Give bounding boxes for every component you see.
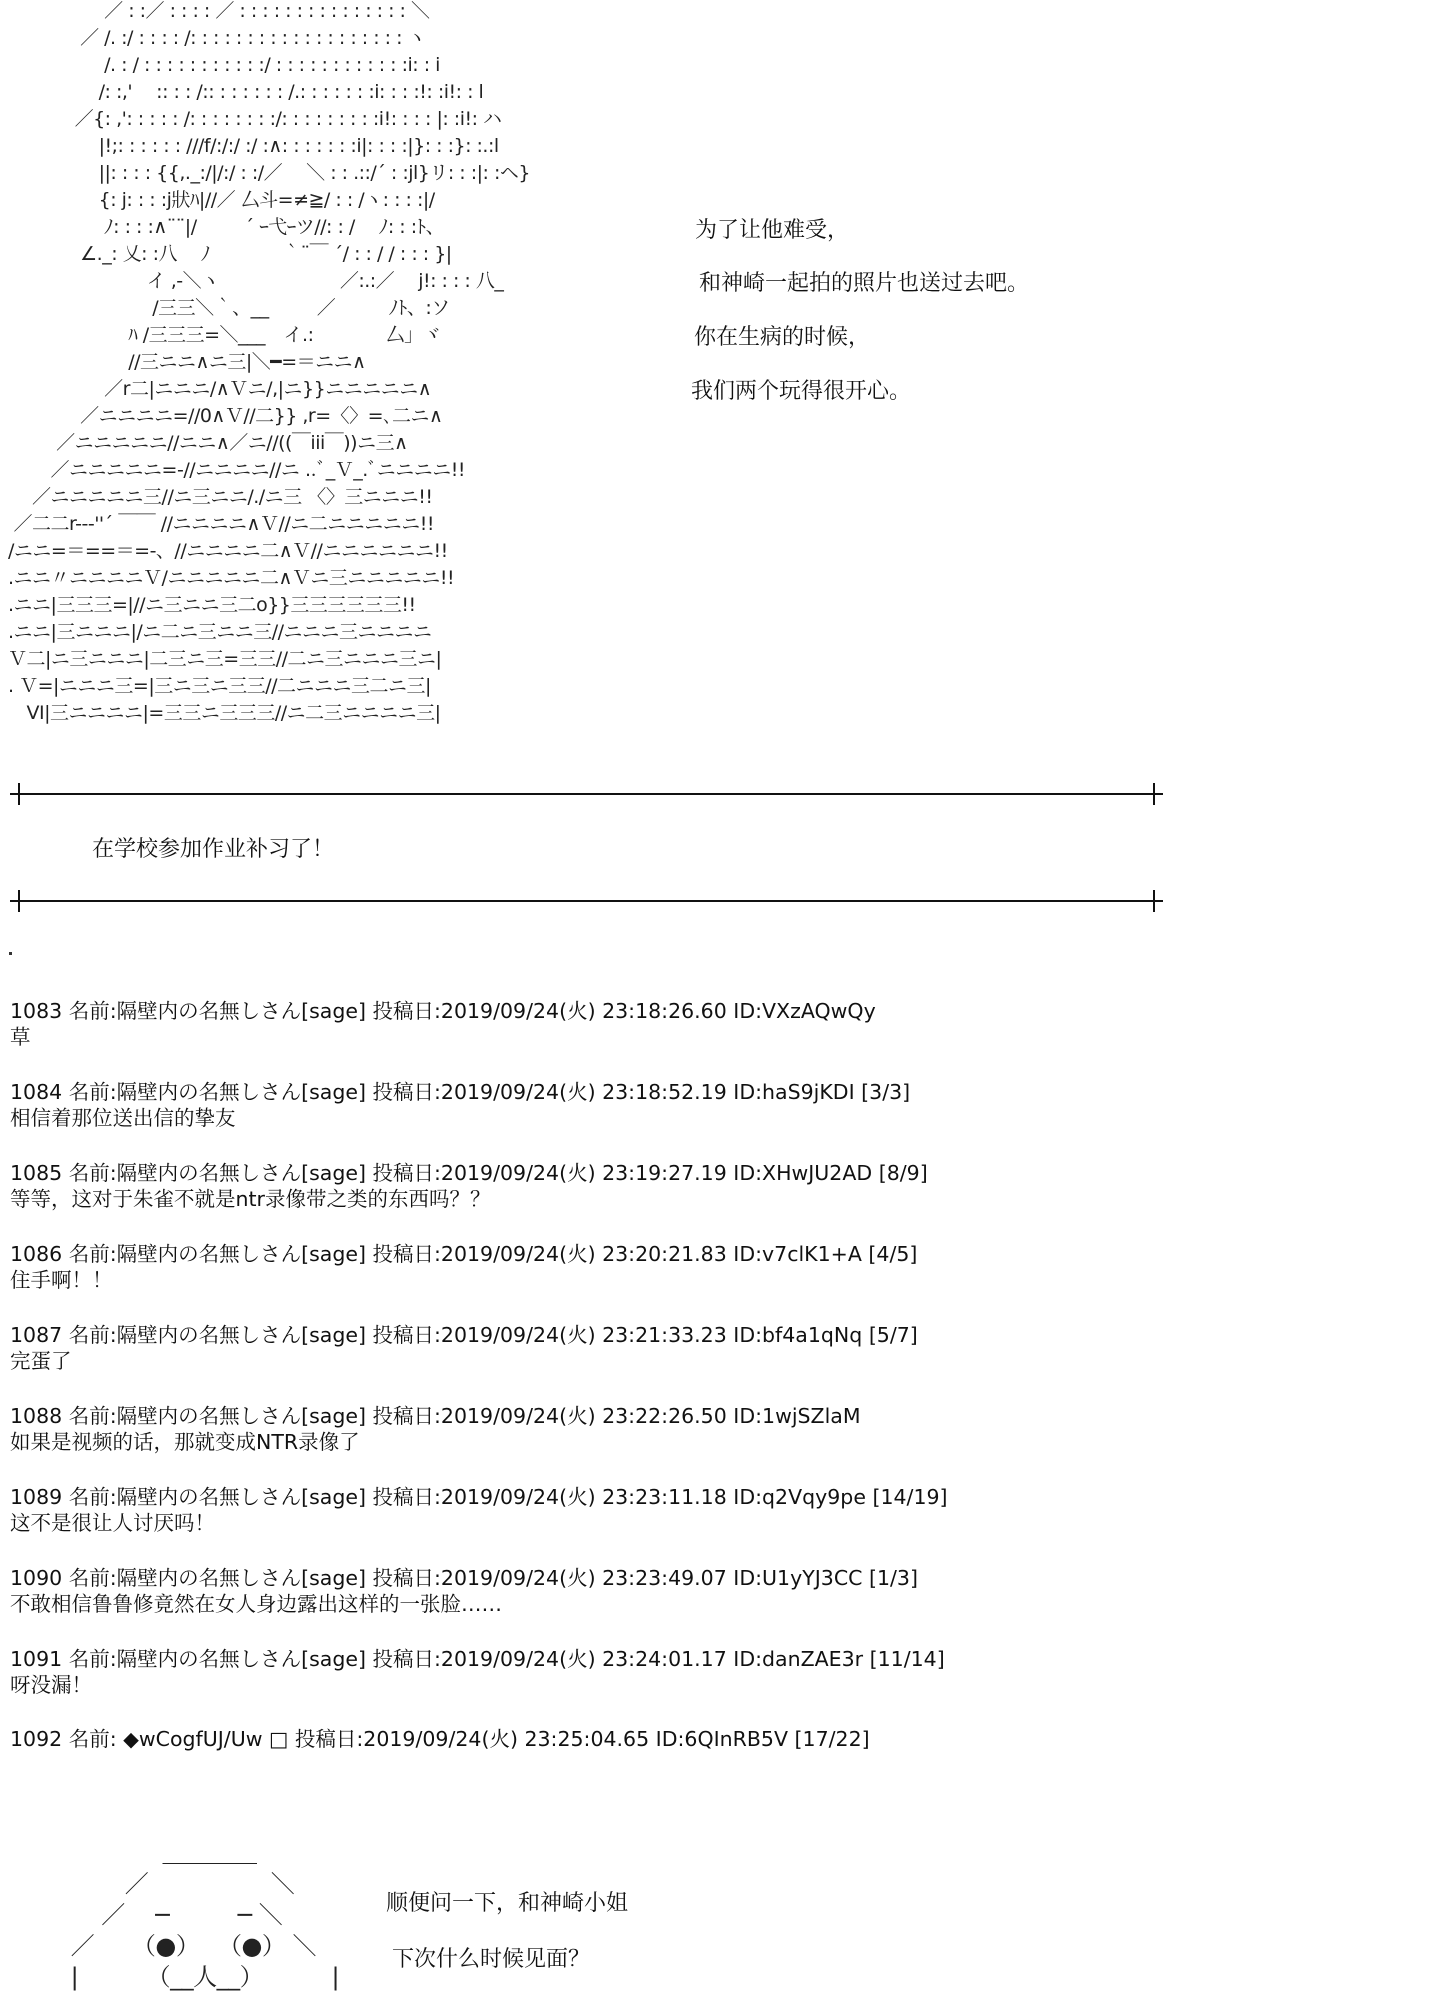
- post-date: 投稿日:2019/09/24(火) 23:23:11.18: [372, 1485, 727, 1509]
- art-line: ／ （●） （●） ＼: [40, 1932, 317, 1960]
- post-date: 投稿日:2019/09/24(火) 23:18:52.19: [372, 1080, 727, 1104]
- scene-caption: 在学校参加作业补习了！: [92, 837, 335, 862]
- post-id: ID:haS9jKDI: [733, 1080, 855, 1104]
- post-count: [8/9]: [878, 1161, 928, 1185]
- art-line: イ ,-＼ヽ ／:.:／ j!: : : : 八_: [8, 270, 504, 292]
- art-line: ﾉ: : : :∧¨¨|/ ´ ｰ弋ｰツ//: : / ﾉ: : :ﾄ、: [8, 216, 445, 238]
- post-header: [10, 1241, 1430, 1267]
- post-id: ID:6QInRB5V: [655, 1727, 789, 1751]
- post-name: 名前:隔壁内の名無しさん[sage]: [68, 1161, 366, 1185]
- post-item: [10, 1079, 1430, 1160]
- post-number: 1091: [10, 1647, 63, 1671]
- scene-divider-top: [10, 781, 1163, 807]
- post-body: 住手啊！！: [10, 1268, 113, 1292]
- post-name: 名前:隔壁内の名無しさん[sage]: [68, 1566, 366, 1590]
- post-id: ID:bf4a1qNq: [733, 1323, 863, 1347]
- post-count: [17/22]: [794, 1727, 870, 1751]
- post-name: 名前:隔壁内の名無しさん[sage]: [68, 1647, 366, 1671]
- art-line: ||: : : : {{,._:/|/:/ : :/／ ＼ : : .::/´ : :jl}リ: : :|: :ヘ}: [8, 162, 530, 184]
- art-line: ／{: ,': : : : : /: : : : : : : :/: : : : : : : : :i!: : : : |: :i!: ハ: [8, 108, 502, 130]
- post-date: 投稿日:2019/09/24(火) 23:23:49.07: [372, 1566, 727, 1590]
- speech-line: 你在生病的时候，: [694, 325, 871, 350]
- art-line: ／二二r--‐''´ ￣￣ //ニニニニ∧Ｖ//ニ二ニニニニニ!!: [8, 513, 434, 535]
- art-line: ／ /. :/ : : : : /: : : : : : : : : : : : : : : : : : : ヽ: [8, 27, 427, 49]
- post-number: 1086: [10, 1242, 63, 1266]
- post-header: [10, 1484, 1430, 1510]
- post-body: 这不是很让人讨厌吗！: [10, 1511, 215, 1535]
- post-body: 呀没漏！: [10, 1673, 92, 1697]
- art-line: |!;: : : : : : ///f/:/:/ :/ :∧: : : : : : :i|: : : :|}: : :}: :.:l: [8, 135, 499, 157]
- post-count: [11/14]: [869, 1647, 945, 1671]
- post-name: 名前:隔壁内の名無しさん[sage]: [68, 1404, 366, 1428]
- art-line: Ｖ二|ニ三ニニニ|二三ニ三=三三//二ニ三ニニニ三ニ|: [8, 648, 442, 670]
- art-line: ／ ─ ─ ＼: [40, 1901, 283, 1929]
- post-date: 投稿日:2019/09/24(火) 23:18:26.60: [372, 999, 727, 1023]
- post-id: ID:danZAE3r: [733, 1647, 864, 1671]
- divider-bar: [10, 900, 1163, 902]
- post-body: 不敢相信鲁鲁修竟然在女人身边露出这样的一张脸……: [10, 1592, 502, 1616]
- post-item: [10, 1241, 1430, 1322]
- post-id: ID:v7clK1+A: [733, 1242, 862, 1266]
- post-number: 1087: [10, 1323, 63, 1347]
- art-line: {: j: : : :j狀ﾊ|//／ 厶斗=≠≧/ : : /ヽ: : : :|/: [8, 189, 435, 211]
- post-name: 名前:隔壁内の名無しさん[sage]: [68, 1080, 366, 1104]
- post-header: [10, 1646, 1430, 1672]
- post-date: 投稿日:2019/09/24(火) 23:22:26.50: [372, 1404, 727, 1428]
- art-line: .ニニ|三三三=|//ニ三ニニ三二o}}三三三三三三!!: [8, 594, 416, 616]
- art-line: /. : / : : : : : : : : : : :/ : : : : : : : : : : : :i: : i: [8, 54, 440, 76]
- post-number: 1083: [10, 999, 63, 1023]
- scene-divider-bottom: [10, 888, 1163, 914]
- post-header: [10, 1565, 1430, 1591]
- post-count: [14/19]: [872, 1485, 948, 1509]
- post-date: 投稿日:2019/09/24(火) 23:25:04.65: [294, 1727, 650, 1751]
- post-number: 1088: [10, 1404, 63, 1428]
- post-item: [10, 1565, 1430, 1646]
- post-count: [1/3]: [868, 1566, 918, 1590]
- art-line: ／ ＼: [40, 1870, 295, 1898]
- post-item: [10, 1322, 1430, 1403]
- post-name: 名前:隔壁内の名無しさん[sage]: [68, 1242, 366, 1266]
- post-header: [10, 1160, 1430, 1186]
- post-item: [10, 1646, 1430, 1727]
- art-line: ／r二|ニニニ/∧Ｖニ/,|ニ}}ニニニニニ∧: [8, 378, 432, 400]
- post-number: 1089: [10, 1485, 63, 1509]
- art-line: VI|三ニニニニ|=三三ニ三三三//ニ二三ニニニニ三|: [8, 702, 441, 724]
- art-line: /: :,' :: : : /:: : : : : : : /.: : : : : : :i: : : :!: :i!: : l: [8, 81, 484, 103]
- art-line: ／ニニニニニ三//ニ三ニニ/./ニ三 〈〉三ニニニ!!: [8, 486, 433, 508]
- post-header: [10, 1322, 1430, 1348]
- post-name: 名前:隔壁内の名無しさん[sage]: [68, 999, 366, 1023]
- post-body: 草: [10, 1025, 31, 1049]
- art-line: ＿＿＿＿: [40, 1839, 257, 1867]
- post-number: 1090: [10, 1566, 63, 1590]
- post-header: [10, 1079, 1430, 1105]
- post-item: [10, 1160, 1430, 1241]
- post-count: [4/5]: [868, 1242, 918, 1266]
- post-body: 如果是视频的话，那就变成NTR录像了: [10, 1430, 360, 1454]
- art-line: /三三＼｀、__ ／ ﾉﾄ、:ソ: [8, 297, 450, 319]
- stray-dot: [9, 952, 12, 955]
- final-post-header: [10, 1726, 870, 1752]
- speech-line: 和神崎一起拍的照片也送过去吧。: [699, 271, 1030, 296]
- post-date: 投稿日:2019/09/24(火) 23:20:21.83: [372, 1242, 727, 1266]
- speech-line: 我们两个玩得很开心。: [691, 379, 912, 404]
- post-number: 1084: [10, 1080, 63, 1104]
- post-date: 投稿日:2019/09/24(火) 23:24:01.17: [372, 1647, 727, 1671]
- divider-cap-right: [1153, 783, 1155, 805]
- post-name: 名前:隔壁内の名無しさん[sage]: [68, 1485, 366, 1509]
- art-line: | （__人__） |: [40, 1963, 340, 1991]
- post-name: 名前: ◆wCogfUJ/Uw □: [68, 1727, 289, 1751]
- speech-line: 为了让他难受，: [695, 218, 850, 243]
- post-date: 投稿日:2019/09/24(火) 23:19:27.19: [372, 1161, 727, 1185]
- post-body: 等等，这对于朱雀不就是ntr录像带之类的东西吗？？: [10, 1187, 491, 1211]
- art-line: .ニニ〃ニニニニＶ/ニニニニニ二∧Ｖニ三ニニニニニ!!: [8, 567, 455, 589]
- bottom-speech-line: 顺便问一下，和神崎小姐: [386, 1891, 629, 1916]
- post-id: ID:XHwJU2AD: [733, 1161, 873, 1185]
- post-header: [10, 1403, 1430, 1429]
- post-date: 投稿日:2019/09/24(火) 23:21:33.23: [372, 1323, 727, 1347]
- post-list: [10, 998, 1430, 1727]
- bottom-speech-line: 下次什么时候见面？: [392, 1947, 591, 1972]
- post-count: [3/3]: [861, 1080, 911, 1104]
- art-line: .ニニ|三ニニニ|/ニ二ニ三ニニ三//ニニニ三ニニニニ: [8, 621, 432, 643]
- post-name: 名前:隔壁内の名無しさん[sage]: [68, 1323, 366, 1347]
- art-line: ∠._: 乂: :八 ﾉ ｀¨￣ ´/ : : / / : : : }|: [8, 243, 452, 265]
- art-line: //三ニニ∧ニ三|＼━=＝ニニ∧: [8, 351, 366, 373]
- post-body: 完蛋了: [10, 1349, 72, 1373]
- divider-cap-left: [18, 890, 20, 912]
- post-header: [10, 998, 1430, 1024]
- art-line: . Ｖ=|ニニニ三=|三ニ三ニ三三//二ニニニ三二ニ三|: [8, 675, 431, 697]
- post-item: [10, 998, 1430, 1079]
- art-line: ／ニニニニ=//0∧Ｖ//二}} ,r=〈〉=､二ニ∧: [8, 405, 443, 427]
- divider-bar: [10, 793, 1163, 795]
- post-body: 相信着那位送出信的挚友: [10, 1106, 236, 1130]
- divider-cap-right: [1153, 890, 1155, 912]
- post-id: ID:1wjSZlaM: [733, 1404, 861, 1428]
- post-id: ID:U1yYJ3CC: [733, 1566, 863, 1590]
- art-line: ﾊ /三三三=＼___ イ.: 厶」ヾ: [8, 324, 442, 346]
- post-id: ID:VXzAQwQy: [733, 999, 876, 1023]
- post-number: 1085: [10, 1161, 63, 1185]
- post-id: ID:q2Vqy9pe: [733, 1485, 866, 1509]
- art-line: ／ニニニニニ=-//ニニニニ//ニ ..ﾞ_Ｖ_.ﾞニニニニ!!: [8, 459, 465, 481]
- top-ascii-art: [8, 0, 608, 727]
- art-line: /ニニ=＝==＝=-、//ニニニニ二∧Ｖ//ニニニニニニ!!: [8, 540, 448, 562]
- divider-cap-left: [18, 783, 20, 805]
- post-count: [5/7]: [868, 1323, 918, 1347]
- bottom-ascii-face: [40, 1838, 339, 1993]
- post-item: [10, 1403, 1430, 1484]
- post-number: 1092: [10, 1727, 63, 1751]
- art-line: ／ニニニニニ//ニニ∧／ニ//((￣iii￣))ニ三∧: [8, 432, 408, 454]
- art-line: ／ : :／ : : : : ／ : : : : : : : : : : : : : : : ＼: [8, 0, 430, 22]
- post-item: [10, 1484, 1430, 1565]
